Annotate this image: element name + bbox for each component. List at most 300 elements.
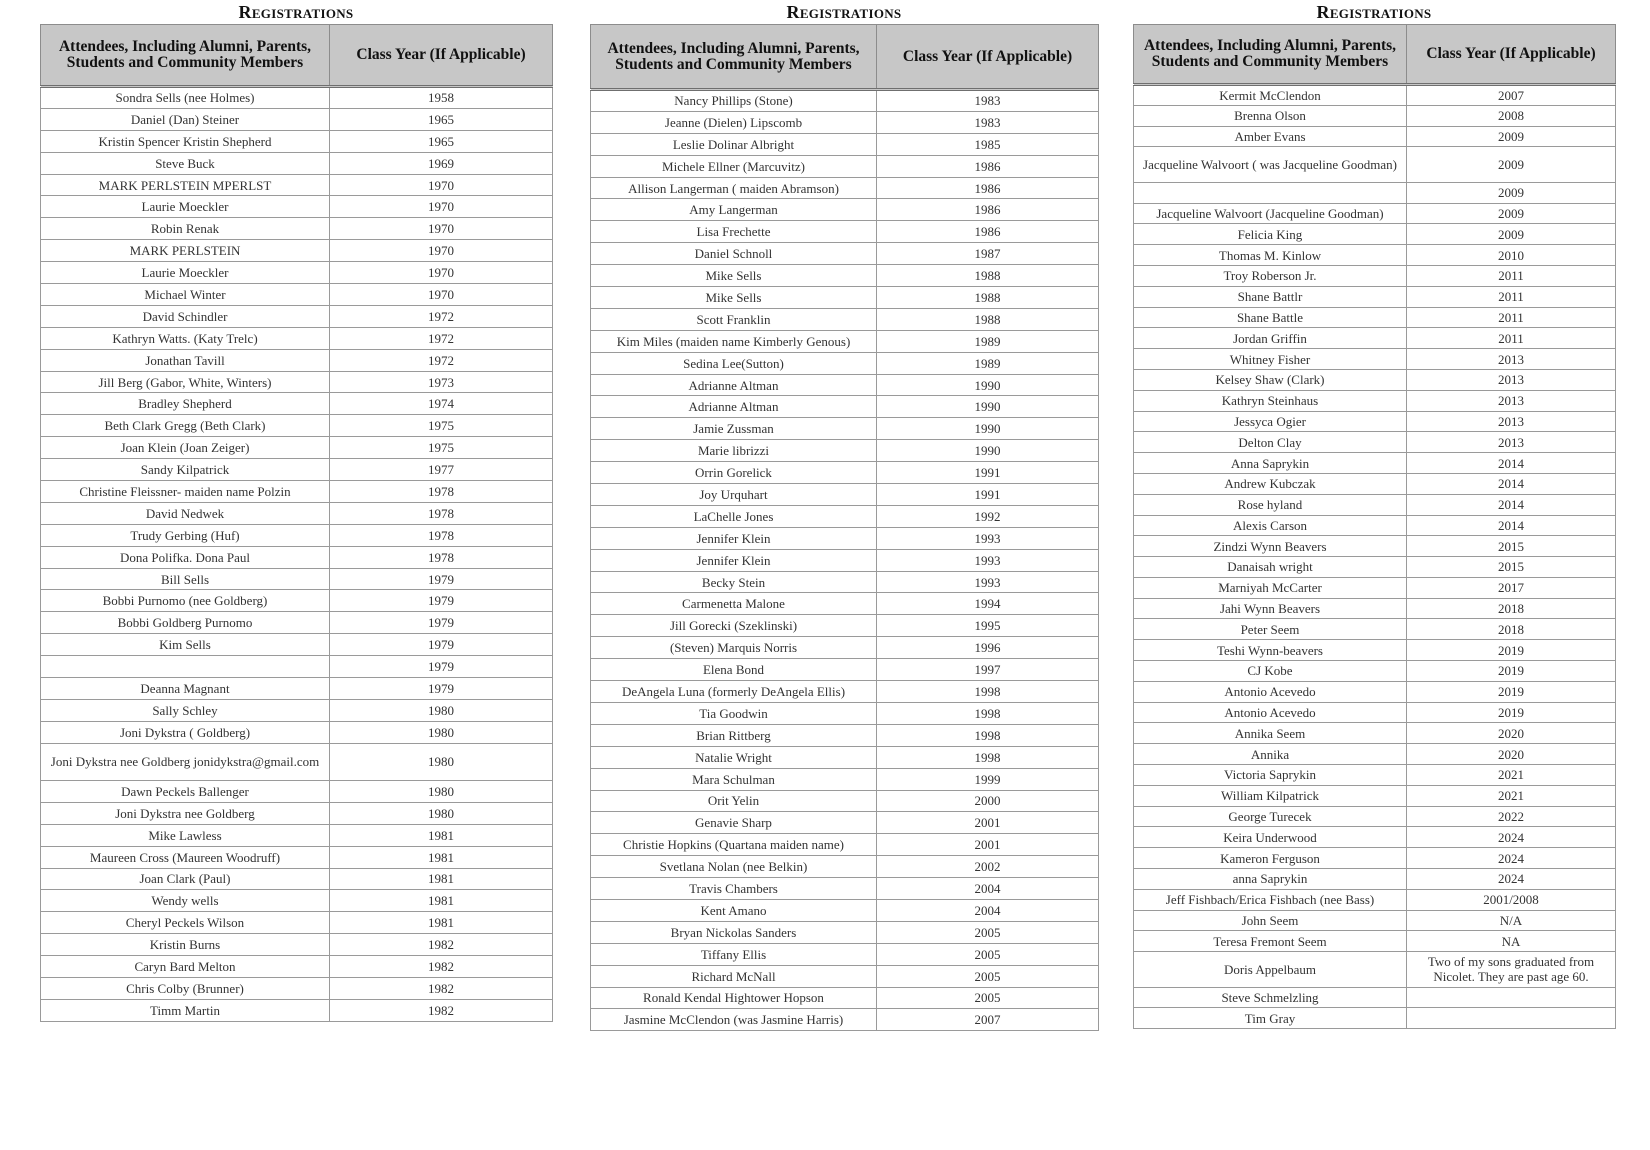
attendee-name-cell	[1134, 182, 1407, 203]
class-year-cell: 1977	[330, 459, 553, 481]
attendee-name-cell: Becky Stein	[591, 571, 877, 593]
column-header-class-year: Class Year (If Applicable)	[1407, 25, 1616, 85]
class-year-cell: 2019	[1407, 702, 1616, 723]
attendee-name-cell: Kameron Ferguson	[1134, 848, 1407, 869]
table-row	[591, 199, 1099, 221]
class-year-cell: 1993	[877, 549, 1099, 571]
class-year-cell: 1972	[330, 349, 553, 371]
table-row	[1134, 619, 1616, 640]
class-year-cell: 1988	[877, 265, 1099, 287]
attendee-name-cell: Svetlana Nolan (nee Belkin)	[591, 856, 877, 878]
class-year-cell: 2009	[1407, 182, 1616, 203]
class-year-cell: 1972	[330, 327, 553, 349]
attendee-name-cell: Joni Dykstra nee Goldberg	[41, 802, 330, 824]
table-row	[41, 956, 553, 978]
class-year-cell: 2001	[877, 834, 1099, 856]
class-year-cell: 1980	[330, 743, 553, 780]
column-header-class-year: Class Year (If Applicable)	[330, 25, 553, 87]
class-year-cell: 1979	[330, 678, 553, 700]
class-year-cell: 1994	[877, 593, 1099, 615]
table-row	[1134, 307, 1616, 328]
class-year-cell: 2019	[1407, 681, 1616, 702]
attendee-name-cell: Deanna Magnant	[41, 678, 330, 700]
attendee-name-cell: Daniel Schnoll	[591, 243, 877, 265]
table-row	[41, 415, 553, 437]
panel-title: Registrations	[1316, 2, 1432, 22]
table-row	[591, 899, 1099, 921]
attendee-name-cell: Teshi Wynn-beavers	[1134, 640, 1407, 661]
table-row	[591, 374, 1099, 396]
table-row	[41, 802, 553, 824]
class-year-cell: 1978	[330, 524, 553, 546]
class-year-cell: 1998	[877, 681, 1099, 703]
class-year-cell: 1979	[330, 634, 553, 656]
class-year-cell: 2009	[1407, 147, 1616, 182]
attendee-name-cell: Mike Lawless	[41, 824, 330, 846]
table-row	[41, 546, 553, 568]
table-row	[41, 262, 553, 284]
attendee-name-cell: George Turecek	[1134, 806, 1407, 827]
class-year-cell: 1979	[330, 656, 553, 678]
attendee-name-cell: (Steven) Marquis Norris	[591, 637, 877, 659]
attendee-name-cell: Rose hyland	[1134, 494, 1407, 515]
attendee-name-cell	[41, 656, 330, 678]
attendee-name-cell: Travis Chambers	[591, 878, 877, 900]
class-year-cell: 1997	[877, 659, 1099, 681]
class-year-cell: 2020	[1407, 723, 1616, 744]
class-year-cell: 2009	[1407, 203, 1616, 224]
attendee-name-cell: Annika Seem	[1134, 723, 1407, 744]
class-year-cell: 2020	[1407, 744, 1616, 765]
class-year-cell: 2014	[1407, 494, 1616, 515]
table-row	[591, 812, 1099, 834]
attendee-name-cell: Nancy Phillips (Stone)	[591, 90, 877, 112]
table-row	[591, 593, 1099, 615]
class-year-cell: 2024	[1407, 848, 1616, 869]
class-year-cell: 2013	[1407, 349, 1616, 370]
attendee-name-cell: Jennifer Klein	[591, 549, 877, 571]
attendee-name-cell: Adrianne Altman	[591, 374, 877, 396]
table-row	[1134, 848, 1616, 869]
table-row	[41, 612, 553, 634]
class-year-cell: 2000	[877, 790, 1099, 812]
class-year-cell: 1958	[330, 87, 553, 109]
attendee-name-cell: Kathryn Steinhaus	[1134, 390, 1407, 411]
class-year-cell: 2011	[1407, 286, 1616, 307]
attendee-name-cell: Teresa Fremont Seem	[1134, 931, 1407, 952]
table-row	[41, 481, 553, 503]
class-year-cell: 2007	[877, 1009, 1099, 1031]
class-year-cell: 2005	[877, 943, 1099, 965]
class-year-cell: Two of my sons graduated from Nicolet. They are past age 60.	[1407, 952, 1616, 987]
attendee-name-cell: Steve Buck	[41, 152, 330, 174]
table-row	[591, 987, 1099, 1009]
class-year-cell: 2018	[1407, 598, 1616, 619]
class-year-cell: 2005	[877, 987, 1099, 1009]
class-year-cell: 2019	[1407, 661, 1616, 682]
attendee-name-cell: Michele Ellner (Marcuvitz)	[591, 155, 877, 177]
panel-title: Registrations	[238, 2, 354, 22]
table-row	[591, 505, 1099, 527]
table-row	[41, 868, 553, 890]
attendee-name-cell: Sally Schley	[41, 699, 330, 721]
class-year-cell: 2013	[1407, 390, 1616, 411]
table-row	[591, 637, 1099, 659]
class-year-cell: 2002	[877, 856, 1099, 878]
attendee-name-cell: anna Saprykin	[1134, 869, 1407, 890]
attendee-name-cell: MARK PERLSTEIN	[41, 240, 330, 262]
class-year-cell: 2019	[1407, 640, 1616, 661]
class-year-cell: 2024	[1407, 827, 1616, 848]
attendee-name-cell: Doris Appelbaum	[1134, 952, 1407, 987]
attendee-name-cell: Dona Polifka. Dona Paul	[41, 546, 330, 568]
table-row	[591, 418, 1099, 440]
attendee-name-cell: Dawn Peckels Ballenger	[41, 780, 330, 802]
attendee-name-cell: William Kilpatrick	[1134, 785, 1407, 806]
table-row	[41, 218, 553, 240]
attendee-name-cell: Robin Renak	[41, 218, 330, 240]
attendee-name-cell: Richard McNall	[591, 965, 877, 987]
class-year-cell	[1407, 987, 1616, 1008]
table-row	[1134, 931, 1616, 952]
table-row	[41, 656, 553, 678]
table-row	[591, 659, 1099, 681]
registrations-panel-3	[1133, 0, 1615, 1029]
attendee-name-cell: Joni Dykstra nee Goldberg jonidykstra@gmail.com	[41, 743, 330, 780]
table-row	[41, 196, 553, 218]
table-row	[1134, 182, 1616, 203]
table-row	[1134, 245, 1616, 266]
attendee-name-cell: Victoria Saprykin	[1134, 765, 1407, 786]
table-row	[41, 780, 553, 802]
table-row	[1134, 265, 1616, 286]
class-year-cell: 2011	[1407, 265, 1616, 286]
table-row	[591, 265, 1099, 287]
class-year-cell: 1978	[330, 546, 553, 568]
table-row	[591, 681, 1099, 703]
attendee-name-cell: Daniel (Dan) Steiner	[41, 108, 330, 130]
attendee-name-cell: Elena Bond	[591, 659, 877, 681]
attendee-name-cell: Kim Miles (maiden name Kimberly Genous)	[591, 330, 877, 352]
class-year-cell: 1978	[330, 481, 553, 503]
attendee-name-cell: Sondra Sells (nee Holmes)	[41, 87, 330, 109]
attendee-name-cell: Brenna Olson	[1134, 105, 1407, 126]
table-row	[591, 440, 1099, 462]
table-row	[591, 396, 1099, 418]
attendee-name-cell: Bryan Nickolas Sanders	[591, 921, 877, 943]
attendee-name-cell: Antonio Acevedo	[1134, 681, 1407, 702]
attendee-name-cell: Carmenetta Malone	[591, 593, 877, 615]
table-row	[1134, 723, 1616, 744]
table-row	[1134, 765, 1616, 786]
table-row	[591, 90, 1099, 112]
table-row	[1134, 494, 1616, 515]
class-year-cell: 1979	[330, 612, 553, 634]
table-row	[591, 111, 1099, 133]
table-row	[1134, 952, 1616, 987]
table-row	[1134, 432, 1616, 453]
registrations-panel-2	[590, 0, 1098, 1031]
table-row	[1134, 661, 1616, 682]
attendee-name-cell: Michael Winter	[41, 284, 330, 306]
attendee-name-cell: Annika	[1134, 744, 1407, 765]
table-row	[591, 702, 1099, 724]
class-year-cell: 1982	[330, 977, 553, 999]
attendee-name-cell: Steve Schmelzling	[1134, 987, 1407, 1008]
attendee-name-cell: Mike Sells	[591, 287, 877, 309]
table-row	[591, 746, 1099, 768]
attendee-name-cell: Amy Langerman	[591, 199, 877, 221]
class-year-cell: 1987	[877, 243, 1099, 265]
class-year-cell: 1980	[330, 780, 553, 802]
class-year-cell: 1980	[330, 721, 553, 743]
attendee-name-cell: Kelsey Shaw (Clark)	[1134, 369, 1407, 390]
table-row	[591, 724, 1099, 746]
class-year-cell: 1981	[330, 868, 553, 890]
column-header-attendees: Attendees, Including Alumni, Parents, Students and Community Members	[1134, 25, 1407, 85]
class-year-cell: 1995	[877, 615, 1099, 637]
class-year-cell: 1970	[330, 196, 553, 218]
class-year-cell: 1981	[330, 846, 553, 868]
table-row	[1134, 1008, 1616, 1029]
attendee-name-cell: Jennifer Klein	[591, 527, 877, 549]
table-row	[41, 459, 553, 481]
attendee-name-cell: Chris Colby (Brunner)	[41, 977, 330, 999]
class-year-cell: 1979	[330, 590, 553, 612]
class-year-cell: 1965	[330, 108, 553, 130]
attendee-name-cell: Jessyca Ogier	[1134, 411, 1407, 432]
attendee-name-cell: Delton Clay	[1134, 432, 1407, 453]
attendee-name-cell: Natalie Wright	[591, 746, 877, 768]
attendee-name-cell: John Seem	[1134, 910, 1407, 931]
attendee-name-cell: Leslie Dolinar Albright	[591, 133, 877, 155]
table-row	[1134, 369, 1616, 390]
class-year-cell: 1990	[877, 396, 1099, 418]
class-year-cell: 2005	[877, 965, 1099, 987]
table-row	[1134, 411, 1616, 432]
registrations-table	[1133, 24, 1616, 1029]
class-year-cell: 2024	[1407, 869, 1616, 890]
class-year-cell: 1990	[877, 440, 1099, 462]
class-year-cell: 1990	[877, 418, 1099, 440]
class-year-cell: 2014	[1407, 453, 1616, 474]
class-year-cell: 1974	[330, 393, 553, 415]
table-row	[1134, 702, 1616, 723]
table-row	[41, 349, 553, 371]
class-year-cell: 1972	[330, 305, 553, 327]
attendee-name-cell: Tia Goodwin	[591, 702, 877, 724]
table-row	[41, 846, 553, 868]
attendee-name-cell: Sandy Kilpatrick	[41, 459, 330, 481]
attendee-name-cell: Lisa Frechette	[591, 221, 877, 243]
class-year-cell: 1970	[330, 218, 553, 240]
class-year-cell: 1986	[877, 155, 1099, 177]
attendee-name-cell: Whitney Fisher	[1134, 349, 1407, 370]
table-row	[1134, 785, 1616, 806]
table-row	[41, 393, 553, 415]
class-year-cell: 1986	[877, 199, 1099, 221]
class-year-cell: 1982	[330, 999, 553, 1021]
attendee-name-cell: Kristin Burns	[41, 934, 330, 956]
class-year-cell: 1998	[877, 724, 1099, 746]
class-year-cell: 2014	[1407, 473, 1616, 494]
table-row	[41, 743, 553, 780]
registrations-table	[590, 24, 1099, 1031]
table-row	[41, 371, 553, 393]
table-row	[1134, 681, 1616, 702]
class-year-cell: 1981	[330, 824, 553, 846]
registrations-table	[40, 24, 553, 1022]
attendee-name-cell: Danaisah wright	[1134, 557, 1407, 578]
attendee-name-cell: Cheryl Peckels Wilson	[41, 912, 330, 934]
class-year-cell: 2015	[1407, 557, 1616, 578]
attendee-name-cell: Ronald Kendal Hightower Hopson	[591, 987, 877, 1009]
class-year-cell: 2013	[1407, 432, 1616, 453]
attendee-name-cell: Shane Battlr	[1134, 286, 1407, 307]
table-row	[41, 934, 553, 956]
table-row	[1134, 203, 1616, 224]
class-year-cell: 1980	[330, 699, 553, 721]
attendee-name-cell: Antonio Acevedo	[1134, 702, 1407, 723]
class-year-cell: N/A	[1407, 910, 1616, 931]
table-row	[41, 999, 553, 1021]
class-year-cell: 1990	[877, 374, 1099, 396]
class-year-cell: NA	[1407, 931, 1616, 952]
table-row	[1134, 557, 1616, 578]
attendee-name-cell: Felicia King	[1134, 224, 1407, 245]
table-row	[41, 890, 553, 912]
table-row	[41, 568, 553, 590]
table-row	[591, 549, 1099, 571]
class-year-cell: 1981	[330, 890, 553, 912]
table-row	[41, 152, 553, 174]
table-row	[41, 87, 553, 109]
table-row	[1134, 744, 1616, 765]
attendee-name-cell: Kermit McClendon	[1134, 85, 1407, 106]
attendee-name-cell: Scott Franklin	[591, 308, 877, 330]
class-year-cell: 2021	[1407, 765, 1616, 786]
table-row	[41, 327, 553, 349]
class-year-cell: 1980	[330, 802, 553, 824]
attendee-name-cell: Anna Saprykin	[1134, 453, 1407, 474]
table-row	[1134, 806, 1616, 827]
table-row	[591, 462, 1099, 484]
class-year-cell: 1982	[330, 956, 553, 978]
class-year-cell: 2001	[877, 812, 1099, 834]
class-year-cell: 2022	[1407, 806, 1616, 827]
table-row	[41, 824, 553, 846]
table-row	[591, 1009, 1099, 1031]
attendee-name-cell: Trudy Gerbing (Huf)	[41, 524, 330, 546]
attendee-name-cell: Wendy wells	[41, 890, 330, 912]
attendee-name-cell: Christie Hopkins (Quartana maiden name)	[591, 834, 877, 856]
class-year-cell: 1991	[877, 484, 1099, 506]
table-row	[41, 108, 553, 130]
table-row	[591, 484, 1099, 506]
attendee-name-cell: Thomas M. Kinlow	[1134, 245, 1407, 266]
table-row	[41, 502, 553, 524]
attendee-name-cell: Mara Schulman	[591, 768, 877, 790]
attendee-name-cell: MARK PERLSTEIN MPERLST	[41, 174, 330, 196]
attendee-name-cell: Andrew Kubczak	[1134, 473, 1407, 494]
class-year-cell: 1986	[877, 221, 1099, 243]
class-year-cell: 2007	[1407, 85, 1616, 106]
table-row	[41, 284, 553, 306]
attendee-name-cell: DeAngela Luna (formerly DeAngela Ellis)	[591, 681, 877, 703]
table-row	[591, 133, 1099, 155]
class-year-cell: 2005	[877, 921, 1099, 943]
attendee-name-cell: Orrin Gorelick	[591, 462, 877, 484]
class-year-cell: 2017	[1407, 577, 1616, 598]
attendee-name-cell: Christine Fleissner- maiden name Polzin	[41, 481, 330, 503]
class-year-cell: 2008	[1407, 105, 1616, 126]
table-row	[591, 571, 1099, 593]
table-row	[591, 155, 1099, 177]
attendee-name-cell: Mike Sells	[591, 265, 877, 287]
table-row	[591, 243, 1099, 265]
attendee-name-cell: Kristin Spencer Kristin Shepherd	[41, 130, 330, 152]
attendee-name-cell: Genavie Sharp	[591, 812, 877, 834]
table-row	[591, 527, 1099, 549]
class-year-cell: 2015	[1407, 536, 1616, 557]
table-row	[1134, 910, 1616, 931]
table-row	[1134, 598, 1616, 619]
class-year-cell: 2014	[1407, 515, 1616, 536]
table-row	[1134, 869, 1616, 890]
class-year-cell: 2013	[1407, 369, 1616, 390]
table-row	[591, 921, 1099, 943]
class-year-cell: 1978	[330, 502, 553, 524]
registrations-panel-1	[40, 0, 552, 1022]
attendee-name-cell: Joan Klein (Joan Zeiger)	[41, 437, 330, 459]
table-row	[591, 177, 1099, 199]
attendee-name-cell: Amber Evans	[1134, 126, 1407, 147]
class-year-cell: 2013	[1407, 411, 1616, 432]
attendee-name-cell: Jasmine McClendon (was Jasmine Harris)	[591, 1009, 877, 1031]
attendee-name-cell: David Nedwek	[41, 502, 330, 524]
table-row	[1134, 640, 1616, 661]
table-row	[41, 437, 553, 459]
attendee-name-cell: Jordan Griffin	[1134, 328, 1407, 349]
class-year-cell: 2001/2008	[1407, 889, 1616, 910]
attendee-name-cell: Laurie Moeckler	[41, 196, 330, 218]
table-row	[591, 330, 1099, 352]
class-year-cell: 1975	[330, 437, 553, 459]
attendee-name-cell: Timm Martin	[41, 999, 330, 1021]
class-year-cell: 2018	[1407, 619, 1616, 640]
class-year-cell: 1993	[877, 571, 1099, 593]
table-row	[1134, 126, 1616, 147]
table-row	[591, 878, 1099, 900]
class-year-cell: 1982	[330, 934, 553, 956]
class-year-cell: 1998	[877, 746, 1099, 768]
attendee-name-cell: Zindzi Wynn Beavers	[1134, 536, 1407, 557]
class-year-cell: 1985	[877, 133, 1099, 155]
table-row	[41, 977, 553, 999]
table-row	[1134, 349, 1616, 370]
class-year-cell: 1991	[877, 462, 1099, 484]
table-row	[1134, 85, 1616, 106]
class-year-cell: 1975	[330, 415, 553, 437]
class-year-cell: 2011	[1407, 307, 1616, 328]
table-row	[41, 590, 553, 612]
attendee-name-cell: Jacqueline Walvoort (Jacqueline Goodman)	[1134, 203, 1407, 224]
table-row	[41, 721, 553, 743]
table-row	[1134, 390, 1616, 411]
class-year-cell: 1970	[330, 284, 553, 306]
attendee-name-cell: Laurie Moeckler	[41, 262, 330, 284]
attendee-name-cell: Jill Gorecki (Szeklinski)	[591, 615, 877, 637]
